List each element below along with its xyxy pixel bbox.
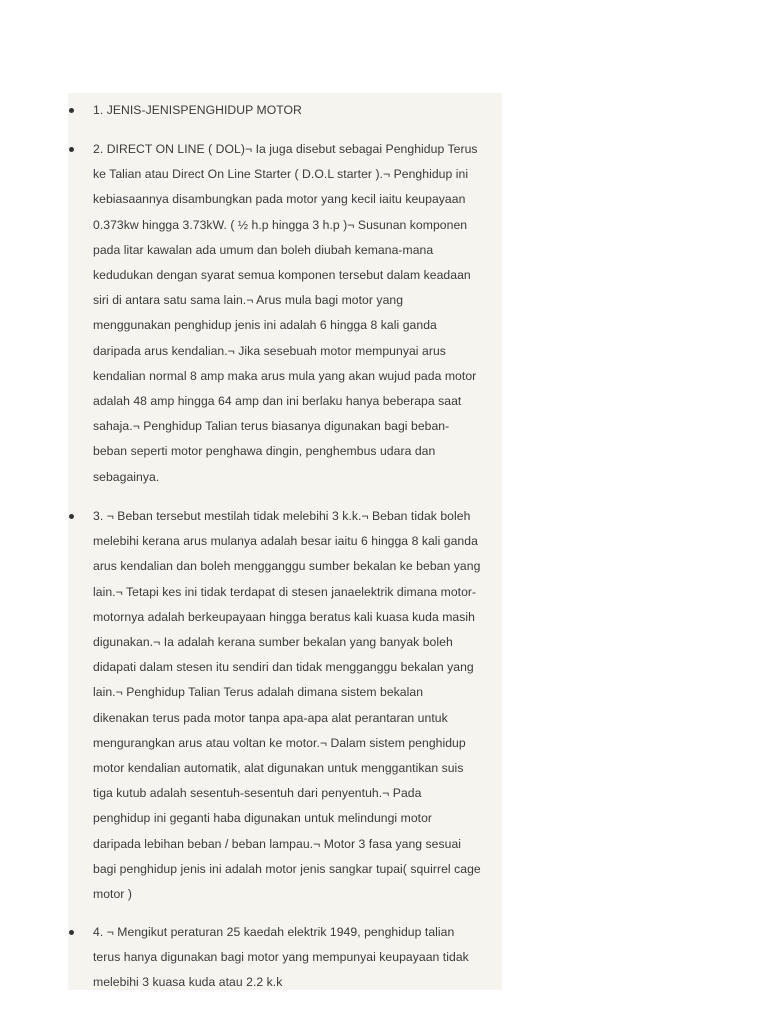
list-item-text: 4. ¬ Mengikut peraturan 25 kaedah elektrik 1949, penghidup talian terus hanya digunakan bagi motor yang mempunyai keupayaan tidak melebihi 3 kuasa kuda atau 2.2 k.k <box>93 925 469 990</box>
list-item-text: 1. JENIS-JENISPENGHIDUP MOTOR <box>93 103 302 117</box>
list-item-text: 2. DIRECT ON LINE ( DOL)¬ Ia juga disebut sebagai Penghidup Terus ke Talian atau Direct On Line Starter ( D.O.L starter ).¬ Penghidup ini kebiasaannya disambungkan pada motor yang kecil iaitu keupayaan 0.373kw hingga 3.73kW. ( ½ h.p hingga 3 h.p )¬ Susunan komponen pada litar kawalan ada umum dan boleh diubah kemana-mana kedudukan dengan syarat semua komponen tersebut dalam keadaan siri di antara satu sama lain.¬ Arus mula bagi motor yang menggunakan penghidup jenis ini adalah 6 hingga 8 kali ganda daripada arus kendalian.¬ Jika sesebuah motor mempunyai arus kendalian normal 8 amp maka arus mula yang akan wujud pada motor adalah 48 amp hingga 64 amp dan ini berlaku hanya beberapa saat sahaja.¬ Penghidup Talian terus biasanya digunakan bagi beban- beban seperti motor penghawa dingin, penghembus udara dan sebagainya. <box>93 142 478 484</box>
list-item-text: 3. ¬ Beban tersebut mestilah tidak melebihi 3 k.k.¬ Beban tidak boleh melebihi kerana arus mulanya adalah besar iaitu 6 hingga 8 kali ganda arus kendalian dan boleh mengganggu sumber bekalan ke beban yang lain.¬ Tetapi kes ini tidak terdapat di stesen janaelektrik dimana motor- motornya adalah berkeupayaan hingga beratus kali kuasa kuda masih digunakan.¬ Ia adalah kerana sumber bekalan yang banyak boleh didapati dalam stesen itu sendiri dan tidak mengganggu bekalan yang lain.¬ Penghidup Talian Terus adalah dimana sistem bekalan dikenakan terus pada motor tanpa apa-apa alat perantaran untuk mengurangkan arus atau voltan ke motor.¬ Dalam sistem penghidup motor kendalian automatik, alat digunakan untuk menggantikan suis tiga kutub adalah sesentuh-sesentuh dari penyentuh.¬ Pada penghidup ini geganti haba digunakan untuk melindungi motor daripada lebihan beban / beban lampau.¬ Motor 3 fasa yang sesuai bagi penghidup jenis ini adalah motor jenis sangkar tupai( squirrel cage motor ) <box>93 509 481 902</box>
bullet-icon <box>69 147 74 152</box>
bullet-icon <box>69 514 74 519</box>
bullet-icon <box>69 930 74 935</box>
bullet-icon <box>69 108 74 113</box>
